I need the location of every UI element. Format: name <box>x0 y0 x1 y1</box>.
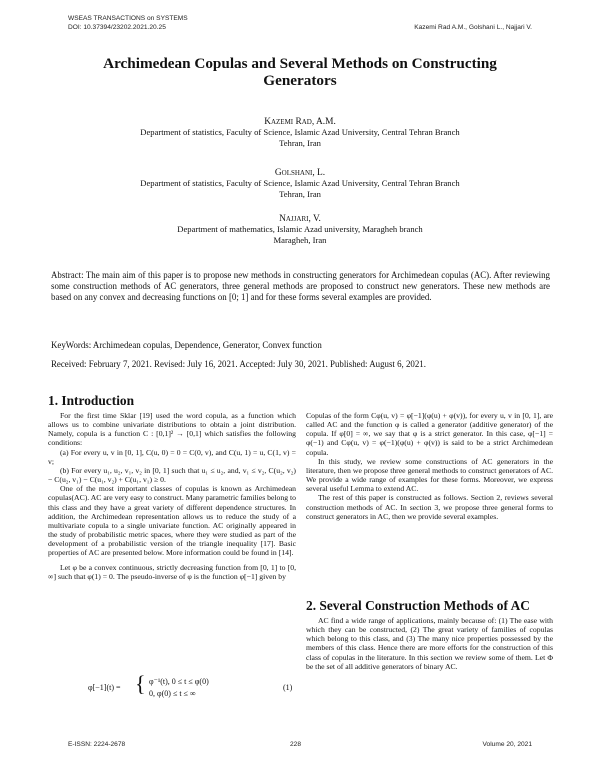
publication-dates: Received: February 7, 2021. Revised: July 16, 2021. Accepted: July 30, 2021. Published: August 6, 2021. <box>51 359 426 369</box>
author-affiliation: Department of mathematics, Islamic Azad university, Maragheh branch <box>177 224 423 235</box>
author-affiliation: Department of statistics, Faculty of Science, Islamic Azad University, Central Tehran Branch <box>140 127 460 138</box>
copula-definition-paragraph: Copulas of the form Cφ(u, v) = φ[−1](φ(u) + φ(v)), for every u, v in [0, 1], are called AC and the function φ is called a generator (additive generator) of the copula. If φ[0] = ∞, we say that φ is a strict generator. In this case, φ[−1] = φ(−1) and Cφ(u, v) = φ(−1)(φ(u) + φ(v)) is said to be a strict Archimedean copula. <box>306 411 553 457</box>
condition-b: (b) For every u₁, u₂, v₁, v₂ in [0, 1] such that u₁ ≤ u₂, and, v₁ ≤ v₂, C(u₂, v₂) − C(u₂, v₁) − C(u₁, v₂) + C(u₁, v₁) ≥ 0. <box>48 465 296 485</box>
equation-case-1: φ⁻¹(t), 0 ≤ t ≤ φ(0) <box>149 677 209 686</box>
paper-title <box>40 55 560 89</box>
author-name: Najjari, V. <box>279 214 321 224</box>
title-line-1: Archimedean Copulas and Several Methods on Constructing <box>103 55 497 72</box>
section-2-paragraph: AC find a wide range of applications, mainly because of: (1) The ease with which they can be constructed, (2) The great variety of families of copulas which belong to this class, and (3) The many nice properties possessed by the members of this class. Hence there are more efforts for the construction of this class of copulas in the literature. In this section we review some of them. Let Φ be the set of all additive generators of binary AC. <box>306 616 553 671</box>
author-city: Tehran, Iran <box>279 137 321 148</box>
author-name: Kazemi Rad, A.M. <box>264 117 336 127</box>
issn: E-ISSN: 2224-2678 <box>68 741 126 748</box>
running-authors: Kazemi Rad A.M., Golshani L., Najjari V. <box>414 24 532 31</box>
volume: Volume 20, 2021 <box>482 741 532 748</box>
condition-a: (a) For every u, v in [0, 1], C(u, 0) = 0 = C(0, v), and C(u, 1) = u, C(1, v) = v; <box>48 447 296 466</box>
right-column <box>306 411 553 521</box>
author-block-2 <box>60 168 540 199</box>
section-2-body <box>306 616 553 671</box>
author-city: Tehran, Iran <box>279 188 321 199</box>
equation-number: (1) <box>283 683 293 692</box>
intro-paragraph: For the first time Sklar [19] used the word copula, as a function which allows us to combine univariate distributions to obtain a joint distribution. Namely, copula is a function C : [0,1]² → [0,1] which satisfies the following conditions: <box>48 411 296 448</box>
outline-paragraph: The rest of this paper is constructed as follows. Section 2, reviews several construction methods of AC. In section 3, we propose three general forms to construct generators in AC, then we provide several examples. <box>306 493 553 521</box>
left-column <box>48 411 296 581</box>
abstract: Abstract: The main aim of this paper is to propose new methods in constructing generators for Archimedean copulas (AC). After reviewing some construction methods of AC generators, three general methods are proposed to construct new generators. These new methods are based on any convex and decreasing functions on [0; 1] and for these forms several examples are provided. <box>51 270 550 303</box>
study-paragraph: In this study, we review some constructions of AC generators in the literature, then we propose three general methods to construct generators of AC. We provide a wide range of examples for these forms. Moreover, we express several useful Lemma to extend AC. <box>306 456 553 494</box>
equation-lhs: φ[−1](t) = <box>88 683 121 692</box>
equation-case-2: 0, φ(0) ≤ t ≤ ∞ <box>149 689 196 698</box>
author-name: Golshani, L. <box>274 168 326 178</box>
page-number: 228 <box>290 741 302 748</box>
journal-name: WSEAS TRANSACTIONS on SYSTEMS <box>68 15 188 22</box>
section-2-heading: 2. Several Construction Methods of AC <box>306 598 530 613</box>
equation-brace: { <box>135 671 146 696</box>
section-1-heading: 1. Introduction <box>48 393 135 408</box>
author-city: Maragheh, Iran <box>273 234 327 245</box>
generator-paragraph: Let φ be a convex continuous, strictly decreasing function from [0, 1] to [0, ∞] such that φ(1) = 0. The pseudo-inverse of φ is the function φ[−1] given by <box>48 562 296 581</box>
author-affiliation: Department of statistics, Faculty of Science, Islamic Azad University, Central Tehran Branch <box>140 178 460 189</box>
keywords: KeyWords: Archimedean copulas, Dependence, Generator, Convex function <box>51 340 322 350</box>
archimedean-paragraph: One of the most important classes of copulas is known as Archimedean copulas(AC). AC are very easy to construct. Many parametric families belong to this class and they have a great variety of different dependence structures. In addition, the Archimedean representation allows us to reduce the study of a multivariate copula to a single univariate function. AC originally appeared in the study of probabilistic metric spaces, where they were studied as part of the development of a probabilistic version of the triangle inequality [17]. Basic properties of AC are presented below. More information could be found in [14]. <box>48 484 296 558</box>
author-block-3 <box>60 214 540 245</box>
author-block-1 <box>60 117 540 148</box>
title-line-2: Generators <box>263 72 337 89</box>
doi: DOI: 10.37394/23202.2021.20.25 <box>68 24 166 31</box>
